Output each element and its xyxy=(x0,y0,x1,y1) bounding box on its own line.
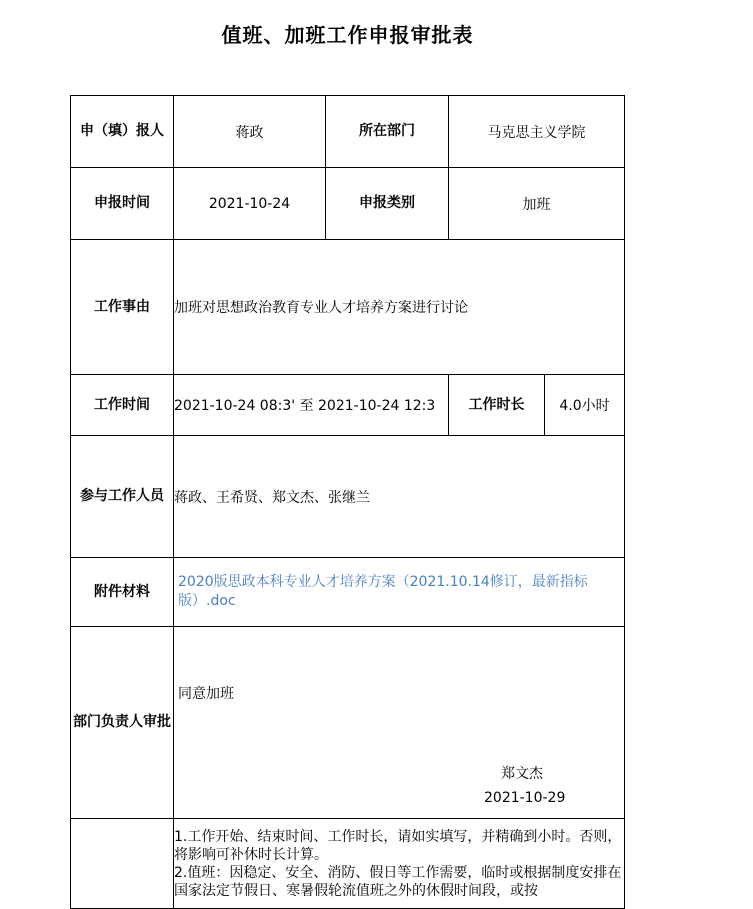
attachment-link[interactable]: 2020版思政本科专业人才培养方案（2021.10.14修订，最新指标版）.doc xyxy=(178,574,588,609)
review-opinion: 同意加班 xyxy=(178,686,234,702)
row-attachment xyxy=(71,558,625,627)
attachment-cell xyxy=(174,558,625,627)
applicant-value: 蒋政 xyxy=(174,96,326,168)
note-2: 2.值班：因稳定、安全、消防、假日等工作需要，临时或根据制度安排在国家法定节假日、寒暑假轮流值班之外的休假时间段，或按 xyxy=(174,864,622,899)
review-label: 部门负责人审批 xyxy=(71,627,174,819)
type-label: 申报类别 xyxy=(326,168,449,240)
row-date xyxy=(71,168,625,240)
duration-value: 4.0小时 xyxy=(545,375,625,436)
attachment-label: 附件材料 xyxy=(71,558,174,627)
review-signer: 郑文杰 xyxy=(501,766,543,782)
applicant-label: 申（填）报人 xyxy=(71,96,174,168)
dept-label: 所在部门 xyxy=(326,96,449,168)
notes-cell xyxy=(174,819,625,909)
type-value: 加班 xyxy=(449,168,625,240)
time-separator: 至 xyxy=(299,398,314,414)
row-participants xyxy=(71,436,625,558)
participants-label: 参与工作人员 xyxy=(71,436,174,558)
row-work-time xyxy=(71,375,625,436)
time-range: 2021-10-24 08:3' 至 2021-10-24 12:3 xyxy=(174,375,449,436)
date-label: 申报时间 xyxy=(71,168,174,240)
review-date: 2021-10-29 xyxy=(484,790,566,806)
row-applicant xyxy=(71,96,625,168)
dept-value: 马克思主义学院 xyxy=(449,96,625,168)
date-value: 2021-10-24 xyxy=(174,168,326,240)
note-1: 1.工作开始、结束时间、工作时长，请如实填写，并精确到小时。否则，将影响可补休时长计算。 xyxy=(174,828,622,863)
participants-value: 蒋政、王希贤、郑文杰、张继兰 xyxy=(174,436,625,558)
row-review xyxy=(71,627,625,819)
review-cell xyxy=(174,627,625,819)
row-reason xyxy=(71,240,625,375)
duration-label: 工作时长 xyxy=(449,375,545,436)
reason-label: 工作事由 xyxy=(71,240,174,375)
row-notes xyxy=(71,819,625,909)
time-end: 2021-10-24 12:3 xyxy=(318,398,436,414)
time-start: 2021-10-24 08:3 xyxy=(174,398,292,414)
reason-value: 加班对思想政治教育专业人才培养方案进行讨论 xyxy=(174,240,625,375)
approval-form-table xyxy=(70,95,625,909)
page-title: 值班、加班工作申报审批表 xyxy=(221,23,474,47)
time-label: 工作时间 xyxy=(71,375,174,436)
notes-label-cell xyxy=(71,819,174,909)
